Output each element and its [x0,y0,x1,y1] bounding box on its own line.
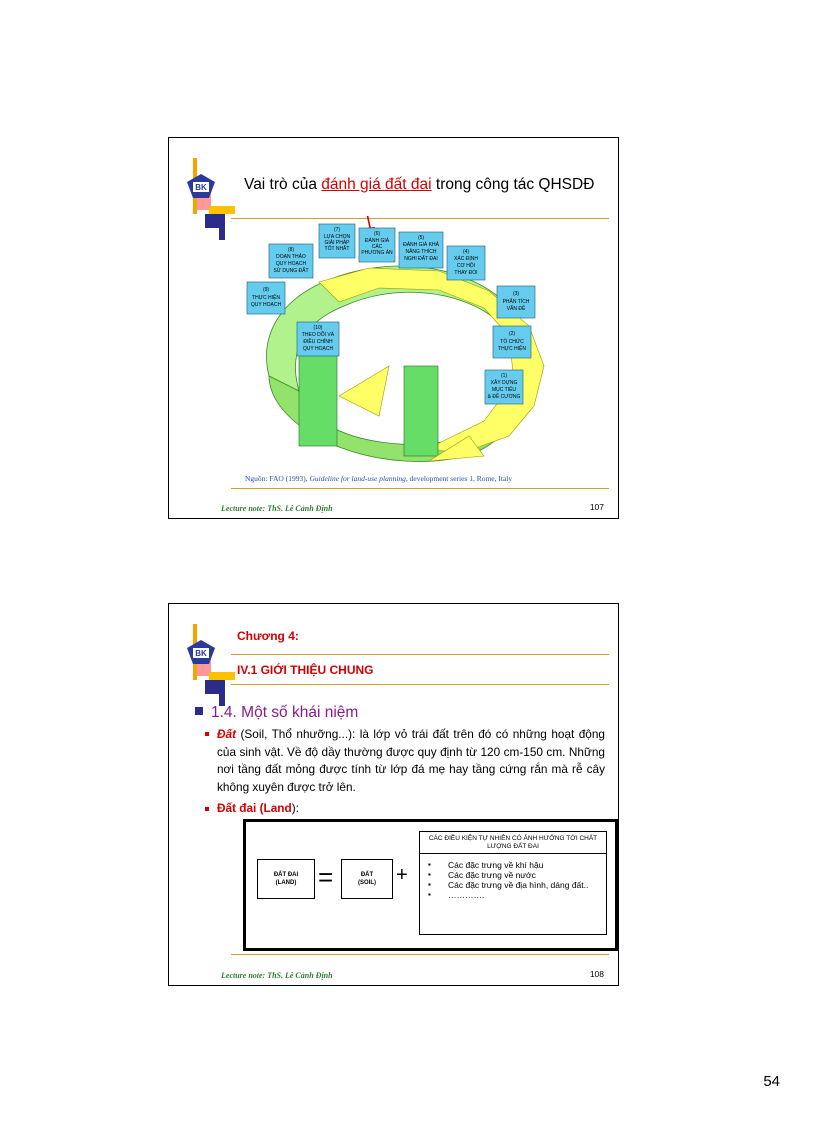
slide-title: Vai trò của đánh giá đất đai trong công tác QHSDĐ [244,176,595,193]
planning-cycle-diagram [229,216,569,476]
svg-text:(4): (4) [462,249,470,255]
step-box-9 [247,282,285,314]
svg-text:BK: BK [195,649,207,658]
svg-text:QUY HOẠCH: QUY HOẠCH [302,346,334,352]
svg-text:ĐIỀU CHỈNH: ĐIỀU CHỈNH [303,339,333,345]
svg-text:TỔ CHỨC: TỔ CHỨC [500,339,524,345]
section-divider [231,684,609,685]
svg-text:(9): (9) [262,287,270,293]
soil-box: ĐẤT (SOIL) [341,859,393,899]
step-box-3 [497,286,535,318]
svg-text:(3): (3) [512,291,520,297]
svg-text:(2): (2) [508,331,516,337]
land-definition: Đất đai (Land): [217,801,299,815]
svg-text:VẤN ĐỀ: VẤN ĐỀ [506,306,526,312]
svg-text:NGHI ĐẤT ĐAI: NGHI ĐẤT ĐAI [404,256,438,262]
list-item: ▪ Các đặc trưng về nước [428,870,606,880]
svg-text:THỰC HIỆN: THỰC HIỆN [252,295,280,301]
svg-text:BK: BK [195,183,207,192]
svg-text:& ĐỀ CƯƠNG: & ĐỀ CƯƠNG [487,394,521,400]
svg-text:(8): (8) [287,247,295,253]
footer-divider [231,488,609,489]
svg-text:XÂY DỰNG: XÂY DỰNG [490,380,518,386]
svg-text:QUY HOẠCH: QUY HOẠCH [275,261,307,267]
bk-logo-icon [179,624,235,706]
small-bullet-icon [205,732,209,736]
svg-text:PHÂN TÍCH: PHÂN TÍCH [502,299,530,305]
step-box-4 [447,246,485,280]
svg-text:QUY HOẠCH: QUY HOẠCH [250,302,282,308]
equals-sign: = [318,862,334,892]
svg-text:TỐT NHẤT: TỐT NHẤT [324,246,350,252]
conditions-list [420,860,606,900]
list-item: ▪ …………. [428,890,606,900]
chapter-divider [231,654,609,655]
slide-number: 108 [589,969,604,979]
slide-107 [168,137,619,519]
svg-text:ĐÁNH GIÁ KHẢ: ĐÁNH GIÁ KHẢ [403,242,439,248]
svg-text:SỬ DỤNG ĐẤT: SỬ DỤNG ĐẤT [273,268,309,274]
lecture-note: Lecture note: ThS. Lê Cảnh Định [221,971,333,980]
svg-text:LỰA CHỌN: LỰA CHỌN [323,234,351,240]
natural-conditions-box [419,831,607,935]
soil-definition: Đất (Soil, Thổ nhưỡng...): là lớp vỏ trái đất trên đó có những hoạt động của sinh vật. Về độ dầy thường được quy định từ 120 cm-150 cm. Những nơi tầng đất mỏng được tính từ lớp đá mẹ hay tầng cứng rắn mà rễ cây không xuyên được trở lên. [217,726,605,796]
step-box-7 [319,224,355,258]
svg-text:PHƯƠNG ÁN: PHƯƠNG ÁN [361,250,393,256]
svg-text:NĂNG THÍCH: NĂNG THÍCH [405,249,437,255]
svg-text:XÁC ĐỊNH: XÁC ĐỊNH [454,256,478,262]
bk-logo-icon [179,158,235,240]
list-item: ▪ Các đặc trưng về địa hình, dáng đất.. [428,880,606,890]
slide-number: 107 [589,502,604,512]
svg-text:THAY ĐỔI: THAY ĐỔI [454,270,478,276]
svg-text:THEO DÕI VÀ: THEO DÕI VÀ [301,332,335,338]
plus-sign: + [396,864,408,886]
source-citation: Nguồn: FAO (1993), Guideline for land-use planning, development series 1, Rome, Italy [245,474,513,483]
section-title: IV.1 GIỚI THIỆU CHUNG [237,663,374,677]
svg-text:(6): (6) [373,231,381,237]
svg-text:(5): (5) [417,235,425,241]
land-equation-diagram [243,819,618,951]
svg-text:GIẢI PHÁP: GIẢI PHÁP [324,240,350,246]
list-item: ▪ Các đặc trưng về khí hậu [428,860,606,870]
conditions-title: CÁC ĐIỀU KIỆN TỰ NHIÊN CÓ ẢNH HƯỞNG TỚI CHẤT LƯỢNG ĐẤT ĐAI [420,832,606,854]
concepts-heading: 1.4. Một số khái niệm [195,704,358,722]
step-box-6 [359,228,395,262]
svg-text:CƠ HỘI: CƠ HỘI [456,263,476,269]
step-box-1 [485,370,523,404]
square-bullet-icon [195,707,203,715]
small-bullet-icon [205,807,209,811]
svg-text:ĐÁNH GIÁ: ĐÁNH GIÁ [364,238,390,244]
svg-text:CÁC: CÁC [371,244,383,250]
title-highlight: đánh giá đất đai [321,176,432,193]
svg-text:MỤC TIÊU: MỤC TIÊU [491,387,517,393]
svg-text:THỰC HIỆN: THỰC HIỆN [498,346,526,352]
page-number: 54 [763,1073,780,1090]
slide-108 [168,603,619,986]
lecture-note: Lecture note: ThS. Lê Cảnh Định [221,504,333,513]
step-box-2 [493,326,531,358]
step-box-8 [269,244,313,278]
svg-text:(1): (1) [500,373,508,379]
svg-text:(10): (10) [313,325,323,331]
svg-text:DOẠN THẢO: DOẠN THẢO [276,254,306,260]
land-box: ĐẤT ĐAI (LAND) [257,859,315,899]
footer-divider [231,954,609,955]
chapter-title: Chương 4: [237,629,299,643]
step-box-10 [297,322,339,356]
svg-text:(7): (7) [333,227,341,233]
step-box-5 [399,232,443,268]
